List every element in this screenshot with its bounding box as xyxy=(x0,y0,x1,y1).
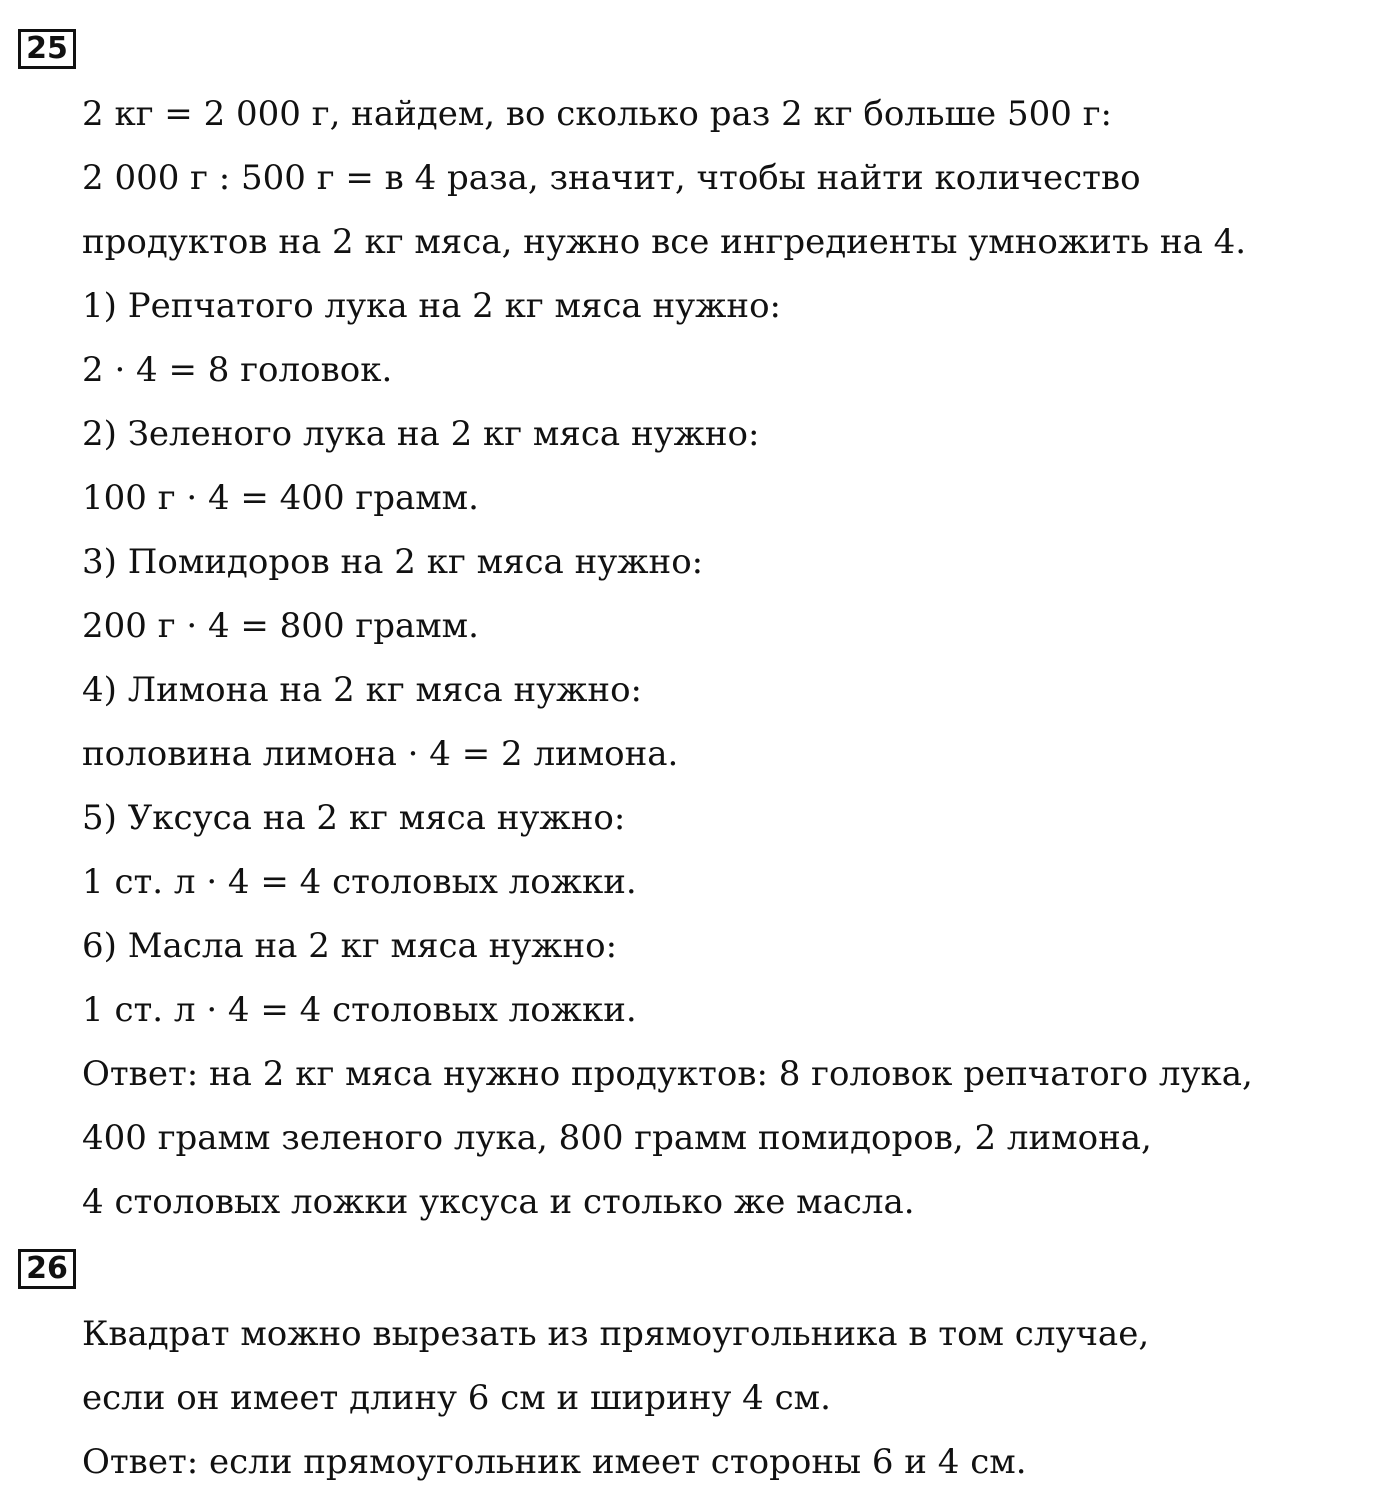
task-solution xyxy=(82,1302,1382,1494)
solution-line: 3) Помидоров на 2 кг мяса нужно: xyxy=(82,542,704,582)
answer-line: 400 грамм зеленого лука, 800 грамм помидоров, 2 лимона, xyxy=(82,1118,1152,1158)
solution-line: 4) Лимона на 2 кг мяса нужно: xyxy=(82,670,642,710)
solution-line: продуктов на 2 кг мяса, нужно все ингредиенты умножить на 4. xyxy=(82,222,1247,262)
solution-line: 1 ст. л · 4 = 4 столовых ложки. xyxy=(82,990,637,1030)
answer-line: Ответ: если прямоугольник имеет стороны 6 и 4 см. xyxy=(82,1442,1027,1482)
solution-line: 100 г · 4 = 400 грамм. xyxy=(82,478,479,518)
solution-line: 6) Масла на 2 кг мяса нужно: xyxy=(82,926,618,966)
task-number-badge: 25 xyxy=(18,29,76,69)
solution-line: 2) Зеленого лука на 2 кг мяса нужно: xyxy=(82,414,760,454)
task-solution xyxy=(82,82,1382,1234)
solution-line: 2 · 4 = 8 головок. xyxy=(82,350,393,390)
solution-line: если он имеет длину 6 см и ширину 4 см. xyxy=(82,1378,831,1418)
solution-line: 1 ст. л · 4 = 4 столовых ложки. xyxy=(82,862,637,902)
answer-line: 4 столовых ложки уксуса и столько же масла. xyxy=(82,1182,915,1222)
task-number-badge: 26 xyxy=(18,1249,76,1289)
solution-line: 1) Репчатого лука на 2 кг мяса нужно: xyxy=(82,286,782,326)
solution-line: половина лимона · 4 = 2 лимона. xyxy=(82,734,679,774)
solution-line: 2 кг = 2 000 г, найдем, во сколько раз 2 кг больше 500 г: xyxy=(82,94,1112,134)
solution-line: 2 000 г : 500 г = в 4 раза, значит, чтобы найти количество xyxy=(82,158,1141,198)
solution-line: Квадрат можно вырезать из прямоугольника в том случае, xyxy=(82,1314,1150,1354)
answer-line: Ответ: на 2 кг мяса нужно продуктов: 8 головок репчатого лука, xyxy=(82,1054,1253,1094)
solution-line: 5) Уксуса на 2 кг мяса нужно: xyxy=(82,798,626,838)
solution-line: 200 г · 4 = 800 грамм. xyxy=(82,606,479,646)
